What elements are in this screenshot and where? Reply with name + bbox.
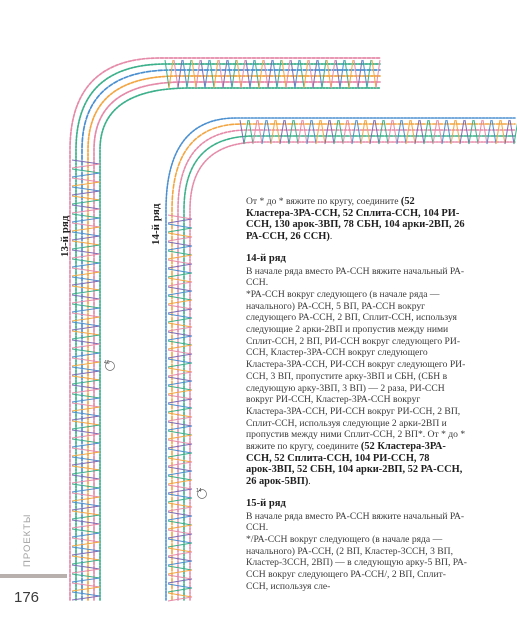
row-15-start: В начале ряда вместо РА-ССН вяжите начальный РА-ССН. xyxy=(246,510,465,534)
instructions-text xyxy=(246,196,468,593)
intro-paragraph xyxy=(246,196,468,243)
row-14-label: 14-й ряд xyxy=(150,203,162,245)
intro-end: . xyxy=(329,231,333,243)
section-bar xyxy=(0,574,67,578)
intro-plain: От * до * вяжите по кругу, соедините xyxy=(246,196,401,207)
intro-totals: (52 Кластера-3РА-ССН, 52 Сплита-ССН, 104 РИ-ССН, 130 арок-3ВП, 78 СБН, 104 арки-2ВП, 26 РА-ССН, 26 ССН) xyxy=(246,196,465,243)
row-15-heading: 15-й ряд xyxy=(246,497,286,509)
row-14-start: В начале ряда вместо РА-ССН вяжите начальный РА-ССН. xyxy=(246,265,465,289)
marker-label-a: 46 xyxy=(104,360,110,366)
row-13-label: 13-й ряд xyxy=(59,215,71,257)
section-label: ПРОЕКТЫ xyxy=(22,513,33,567)
marker-label-b: 14 xyxy=(196,488,202,494)
row-15-instructions: */РА-ССН вокруг следующего (в начале ряда — начального) РА-ССН, (2 ВП, Кластер-3ССН, 3 ВП, Кластер-3ССН, 2ВП) — в следующую арку-5 ВП, РА-ССН вокруг следующего РА-ССН/, 2 ВП, Сплит-ССН, используя сле- xyxy=(246,533,467,592)
page-number: 176 xyxy=(14,589,40,606)
row-14-end: . xyxy=(308,476,311,488)
row-14-heading: 14-й ряд xyxy=(246,252,286,264)
row-14-totals: (52 Кластера-3РА-ССН, 52 Сплита-ССН, 104 РИ-ССН, 78 арок-3ВП, 52 СБН, 104 арки-2ВП, 52 РА-ССН, 26 арок-5ВП) xyxy=(246,441,463,488)
row-14-instructions xyxy=(246,289,468,488)
row-14-body: *РА-ССН вокруг следующего (в начале ряда — начального) РА-ССН, 5 ВП, РА-ССН вокруг следующего РА-ССН, 2 ВП, Сплит-ССН, используя следующие 2 арки-2ВП и пропустив между ними Сплит-ССН, 2 ВП, РИ-ССН вокруг следующего РИ-ССН, Кластер-3РА-ССН вокруг следующего Кластера-3РА-ССН, РИ-ССН вокруг следующего РИ-ССН, 3 ВП, пропустите арку-3ВП и СБН, (СБН в следующую арку-3ВП, 3 ВП) — 2 раза, РИ-ССН вокруг РИ-ССН, Кластер-3РА-ССН вокруг Кластера-3РА-ССН, РИ-ССН вокруг РИ-ССН, 2 ВП, Сплит-ССН, используя следующие 2 арки-2ВП и пропустив между ними Сплит-ССН, 2 ВП*. От * до * вяжите по кругу, соедините xyxy=(246,288,466,453)
